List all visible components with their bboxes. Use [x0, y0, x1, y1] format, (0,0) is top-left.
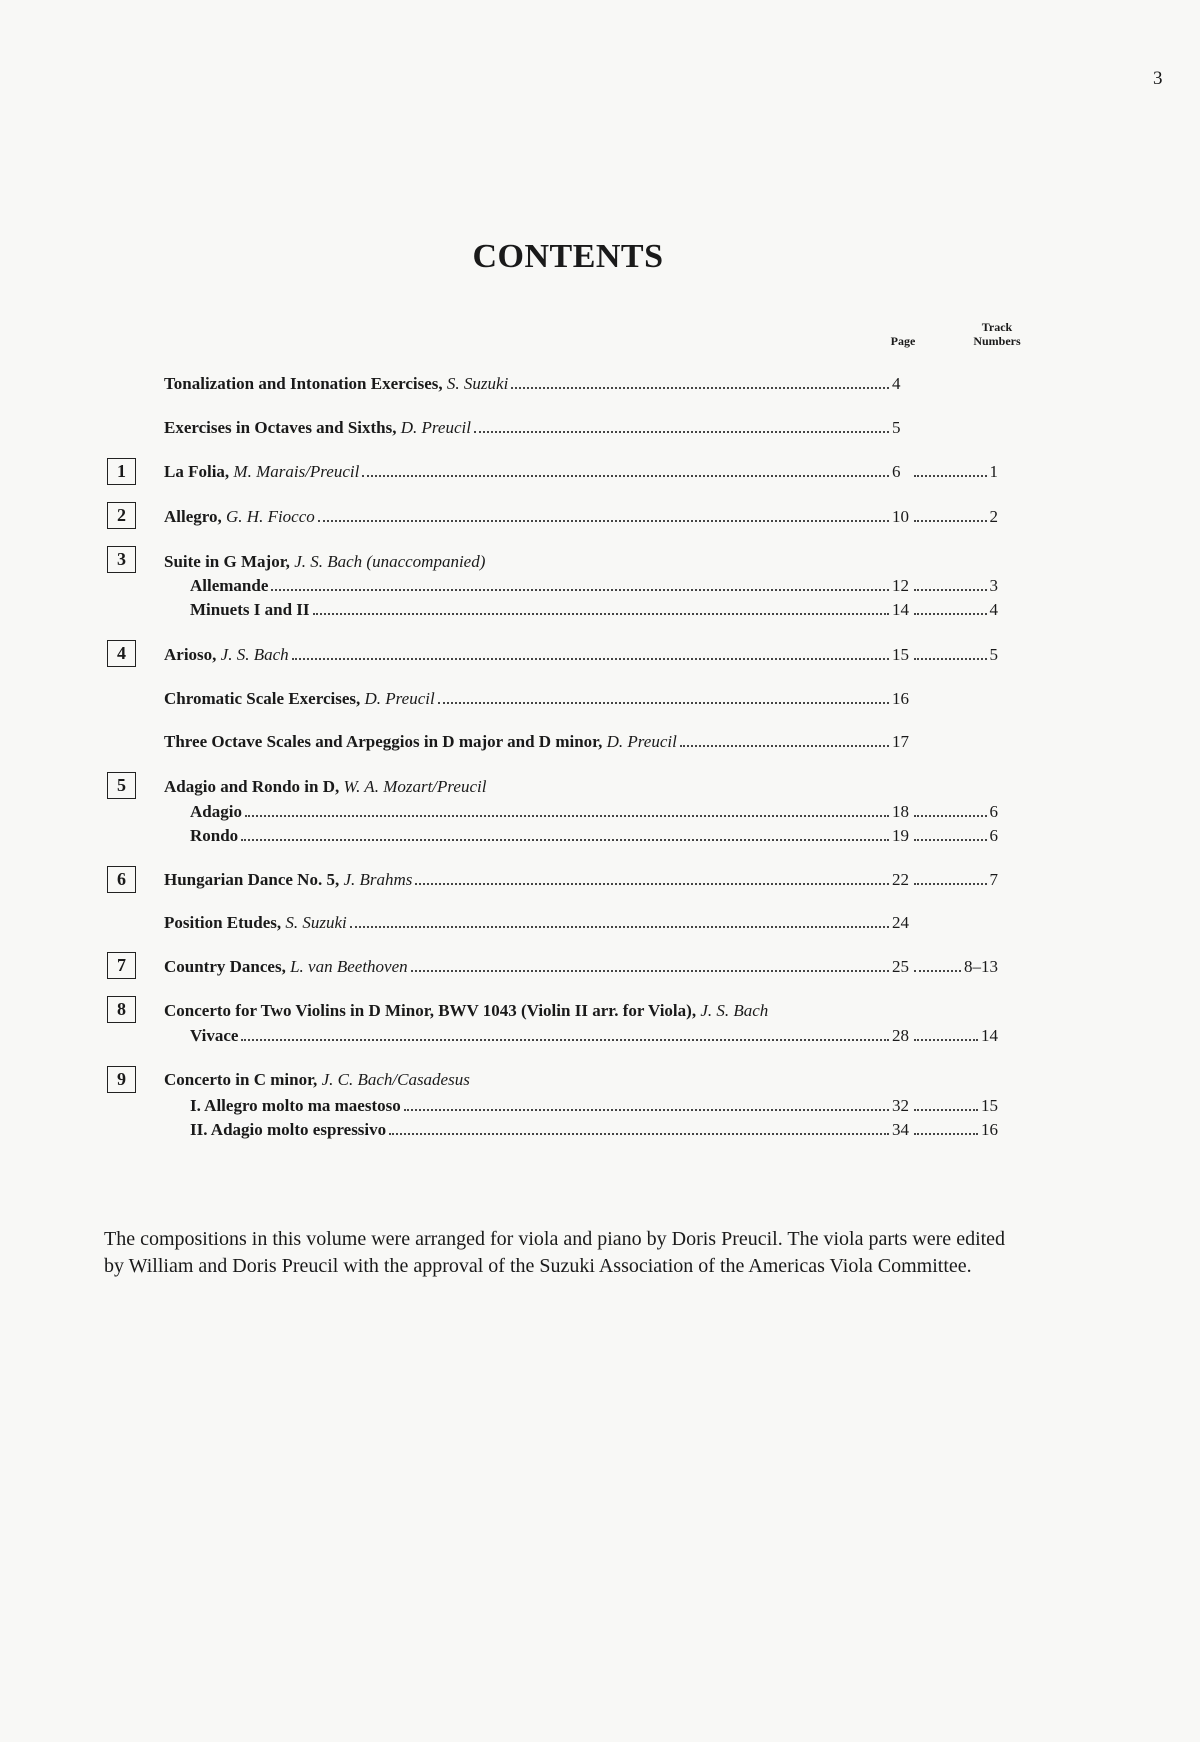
track-entry	[912, 955, 998, 979]
dot-leader	[404, 1108, 889, 1111]
track-number-box: 3	[107, 546, 136, 573]
entry-composer: W. A. Mozart/Preucil	[339, 777, 487, 796]
track-entry	[912, 643, 998, 667]
track-entry	[912, 574, 998, 598]
dot-leader	[474, 430, 889, 433]
toc-entry	[164, 687, 912, 711]
track-number-box: 1	[107, 458, 136, 485]
entry-composer: J. S. Bach (unaccompanied)	[289, 552, 486, 571]
entry-page: 12	[892, 576, 909, 595]
entry-track: 2	[989, 507, 998, 526]
dot-leader	[914, 1132, 978, 1135]
entry-title: Adagio	[190, 802, 242, 821]
entry-track: 3	[989, 576, 998, 595]
entry-track: 7	[989, 870, 998, 889]
entry-track: 6	[989, 826, 998, 845]
entry-composer: S. Suzuki	[281, 913, 347, 932]
entry-page: 17	[892, 732, 909, 751]
entry-title: Chromatic Scale Exercises,	[164, 689, 361, 708]
track-number-box: 4	[107, 640, 136, 667]
entry-composer: M. Marais/Preucil	[229, 462, 360, 481]
entry-title: Allegro,	[164, 507, 222, 526]
track-entry	[912, 598, 998, 622]
entry-track: 5	[989, 645, 998, 664]
entry-page: 5	[892, 418, 901, 437]
entry-track: 8–13	[964, 957, 998, 976]
toc-entry	[164, 955, 912, 979]
arrangement-note: The compositions in this volume were arranged for viola and piano by Doris Preucil. The viola parts were edited by William and Doris Preucil with the approval of the Suzuki Association of the Americas Viola Committee.	[104, 1228, 1006, 1277]
track-number-box: 7	[107, 952, 136, 979]
toc-entry	[164, 999, 768, 1023]
toc-entry	[164, 1068, 470, 1092]
toc-entry	[164, 416, 912, 440]
track-entry	[912, 460, 998, 484]
dot-leader	[914, 657, 987, 660]
entry-track: 4	[989, 600, 998, 619]
entry-page: 22	[892, 870, 909, 889]
toc-entry	[190, 574, 912, 598]
toc-entry	[164, 372, 912, 396]
dot-leader	[914, 588, 987, 591]
toc-entry	[190, 800, 912, 824]
toc-entry	[164, 775, 486, 799]
dot-leader	[313, 612, 889, 615]
track-entry	[912, 505, 998, 529]
track-number-box: 5	[107, 772, 136, 799]
dot-leader	[415, 882, 889, 885]
page-column-header: Page	[890, 334, 916, 348]
page-title: CONTENTS	[472, 238, 664, 275]
entry-title: Position Etudes,	[164, 913, 282, 932]
entry-page: 32	[892, 1096, 909, 1115]
toc-entry	[190, 1024, 912, 1048]
dot-leader	[245, 814, 889, 817]
toc-entry	[164, 643, 912, 667]
entry-page: 19	[892, 826, 909, 845]
track-entry	[912, 868, 998, 892]
entry-title: Concerto in C minor,	[164, 1070, 318, 1089]
dot-leader	[511, 386, 889, 389]
dot-leader	[914, 882, 987, 885]
dot-leader	[318, 519, 889, 522]
entry-composer: S. Suzuki	[442, 374, 509, 393]
track-column-header	[964, 320, 1030, 348]
track-entry	[912, 1118, 998, 1142]
dot-leader	[292, 657, 889, 660]
entry-composer: D. Preucil	[396, 418, 471, 437]
entry-composer: G. H. Fiocco	[221, 507, 315, 526]
toc-entry	[164, 460, 912, 484]
toc-entry	[190, 1118, 912, 1142]
entry-track: 1	[989, 462, 998, 481]
entry-title: Tonalization and Intonation Exercises,	[164, 374, 443, 393]
entry-page: 25	[892, 957, 909, 976]
dot-leader	[914, 969, 961, 972]
dot-leader	[438, 701, 889, 704]
entry-title: II. Adagio molto espressivo	[190, 1120, 387, 1139]
entry-composer: J. S. Bach	[696, 1001, 769, 1020]
entry-page: 4	[892, 374, 901, 393]
dot-leader	[350, 925, 889, 928]
track-number-box: 2	[107, 502, 136, 529]
entry-page: 16	[892, 689, 909, 708]
entry-track: 15	[981, 1096, 998, 1115]
entry-page: 28	[892, 1026, 909, 1045]
dot-leader	[241, 1038, 889, 1041]
entry-title: La Folia,	[164, 462, 230, 481]
entry-title: Vivace	[190, 1026, 239, 1045]
toc-entry	[190, 1094, 912, 1118]
toc-entry	[164, 868, 912, 892]
dot-leader	[914, 1038, 978, 1041]
dot-leader	[271, 588, 889, 591]
toc-entry	[164, 730, 912, 754]
track-entry	[912, 800, 998, 824]
dot-leader	[914, 474, 987, 477]
dot-leader	[389, 1132, 889, 1135]
entry-title: Adagio and Rondo in D,	[164, 777, 340, 796]
entry-page: 24	[892, 913, 909, 932]
toc-entry	[164, 911, 912, 935]
track-number-box: 6	[107, 866, 136, 893]
entry-page: 14	[892, 600, 909, 619]
dot-leader	[241, 838, 889, 841]
entry-title: Suite in G Major,	[164, 552, 290, 571]
toc-entry	[190, 824, 912, 848]
entry-composer: D. Preucil	[360, 689, 435, 708]
toc-entry	[164, 550, 485, 574]
track-entry	[912, 824, 998, 848]
entry-composer: J. C. Bach/Casadesus	[317, 1070, 470, 1089]
track-entry	[912, 1094, 998, 1118]
track-header-line-1: Track	[981, 320, 1013, 334]
entry-page: 34	[892, 1120, 909, 1139]
track-entry	[912, 1024, 998, 1048]
dot-leader	[411, 969, 889, 972]
dot-leader	[914, 838, 987, 841]
entry-page: 10	[892, 507, 909, 526]
entry-title: Concerto for Two Violins in D Minor, BWV 1043 (Violin II arr. for Viola),	[164, 1001, 697, 1020]
entry-track: 14	[981, 1026, 998, 1045]
entry-composer: L. van Beethoven	[285, 957, 408, 976]
entry-title: Allemande	[190, 576, 269, 595]
entry-title: Rondo	[190, 826, 239, 845]
entry-composer: J. S. Bach	[216, 645, 289, 664]
dot-leader	[914, 814, 987, 817]
entry-composer: D. Preucil	[602, 732, 677, 751]
entry-page: 18	[892, 802, 909, 821]
entry-title: Country Dances,	[164, 957, 286, 976]
entry-track: 16	[981, 1120, 998, 1139]
page-number: 3	[1153, 68, 1163, 89]
dot-leader	[914, 1108, 978, 1111]
dot-leader	[914, 612, 987, 615]
entry-title: Arioso,	[164, 645, 217, 664]
entry-page: 15	[892, 645, 909, 664]
entry-title: Minuets I and II	[190, 600, 310, 619]
entry-title: Hungarian Dance No. 5,	[164, 870, 340, 889]
entry-title: I. Allegro molto ma maestoso	[190, 1096, 401, 1115]
dot-leader	[362, 474, 889, 477]
dot-leader	[680, 744, 889, 747]
toc-entry	[190, 598, 912, 622]
entry-track: 6	[989, 802, 998, 821]
entry-page: 6	[892, 462, 901, 481]
track-number-box: 8	[107, 996, 136, 1023]
dot-leader	[914, 519, 987, 522]
entry-composer: J. Brahms	[339, 870, 413, 889]
entry-title: Three Octave Scales and Arpeggios in D major and D minor,	[164, 732, 603, 751]
toc-entry	[164, 505, 912, 529]
track-header-line-2: Numbers	[973, 334, 1021, 348]
track-number-box: 9	[107, 1066, 136, 1093]
entry-title: Exercises in Octaves and Sixths,	[164, 418, 397, 437]
